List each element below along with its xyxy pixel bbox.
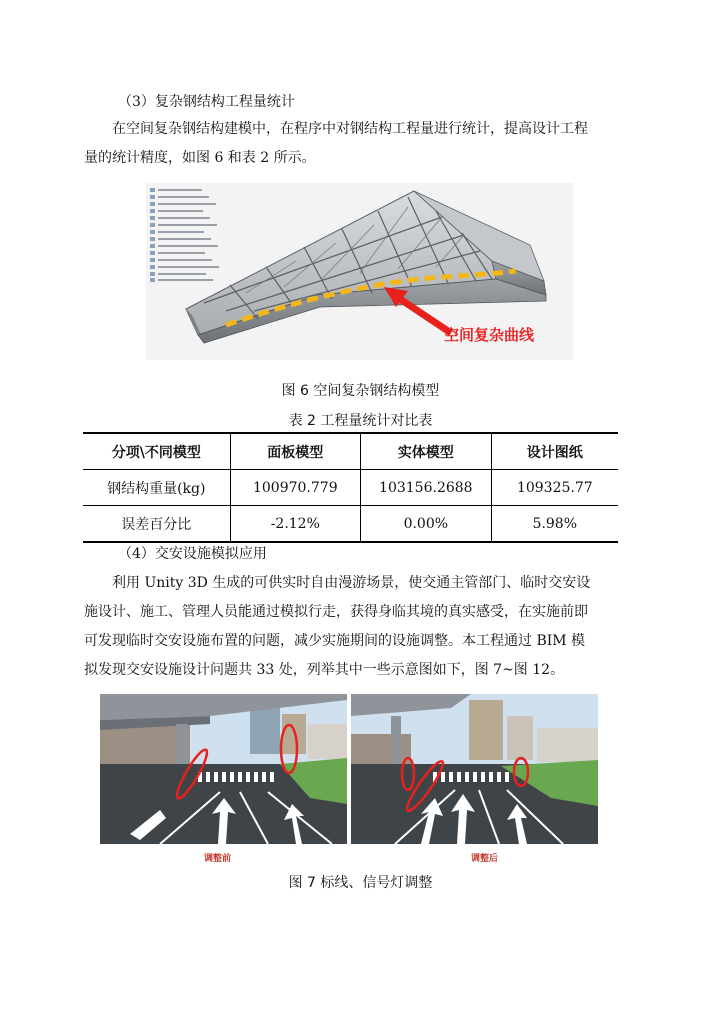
table-header-cell: 设计图纸 <box>491 433 618 470</box>
table-cell: 5.98% <box>491 506 618 543</box>
paragraph-line: 施设计、施工、管理人员能通过模拟行走，获得身临其境的真实感受，在实施前即 <box>84 604 588 620</box>
paragraph-line: 可发现临时交安设施布置的问题，减少实施期间的设施调整。本工程通过 BIM 模 <box>84 633 586 649</box>
scene-before-adjustment <box>100 694 347 844</box>
section-3-heading: （3）复杂钢结构工程量统计 <box>118 94 295 110</box>
quantity-comparison-table <box>83 432 618 543</box>
table-cell: 钢结构重量(kg) <box>83 470 230 506</box>
table-cell: 0.00% <box>361 506 492 543</box>
table-header-cell: 实体模型 <box>361 433 492 470</box>
table-row <box>83 470 618 506</box>
table-row <box>83 506 618 543</box>
paragraph-line: 利用 Unity 3D 生成的可供实时自由漫游场景，使交通主管部门、临时交安设 <box>112 575 591 591</box>
table-cell: 误差百分比 <box>83 506 230 543</box>
steel-structure-model-figure <box>146 183 573 360</box>
before-label: 调整前 <box>204 854 232 864</box>
figure-callout-label: 空间复杂曲线 <box>444 326 535 344</box>
steel-truss-body <box>186 191 546 343</box>
section-4-heading: （4）交安设施模拟应用 <box>118 546 267 562</box>
table-header-row <box>83 433 618 470</box>
paragraph-line: 在空间复杂钢结构建模中，在程序中对钢结构工程量进行统计，提高设计工程 <box>112 121 588 137</box>
paragraph-line: 拟发现交安设施设计问题共 33 处，列举其中一些示意图如下，图 7~图 12。 <box>84 662 565 678</box>
section-3-paragraph <box>84 115 624 173</box>
table-header-cell: 分项\不同模型 <box>83 433 230 470</box>
paragraph-line: 量的统计精度，如图 6 和表 2 所示。 <box>84 150 316 166</box>
road-scene-before <box>100 694 347 844</box>
section-4-paragraph <box>84 569 624 685</box>
scene-after-adjustment <box>351 694 598 844</box>
table-cell: 109325.77 <box>491 470 618 506</box>
table-header-cell: 面板模型 <box>230 433 360 470</box>
table-cell: 103156.2688 <box>361 470 492 506</box>
figure-7-caption: 图 7 标线、信号灯调整 <box>288 875 433 891</box>
table-2-title: 表 2 工程量统计对比表 <box>288 413 433 429</box>
after-label: 调整后 <box>471 854 499 864</box>
table-cell: -2.12% <box>230 506 360 543</box>
road-scene-after <box>351 694 598 844</box>
figure-6-caption: 图 6 空间复杂钢结构模型 <box>281 383 440 399</box>
table-cell: 100970.779 <box>230 470 360 506</box>
